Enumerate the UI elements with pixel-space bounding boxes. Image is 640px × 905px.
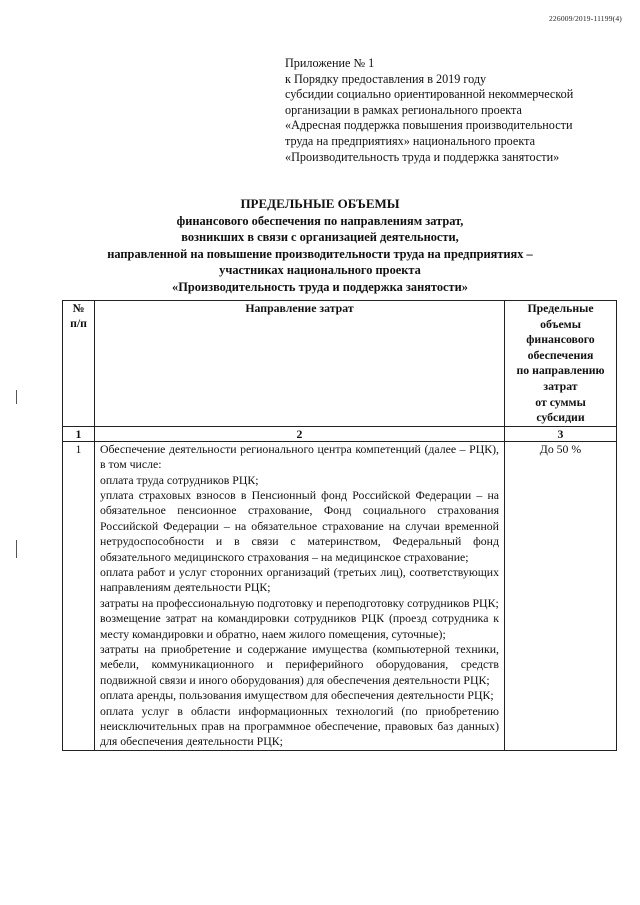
appendix-line: к Порядку предоставления в 2019 году bbox=[285, 71, 487, 86]
appendix-line: труда на предприятиях» национального проекта bbox=[285, 133, 535, 148]
direction-item: оплата аренды, пользования имуществом для обеспечения деятельности РЦК; bbox=[100, 688, 494, 703]
direction-item: затраты на приобретение и содержание имущества (компьютерной техники, мебели, коммуникационного и периферийного оборудования, средств подвижной связи и иного оборудования) для обеспечения деятельности РЦК; bbox=[100, 642, 499, 687]
header-limit-line: от суммы bbox=[535, 394, 586, 409]
index-cell: 1 bbox=[63, 426, 95, 441]
appendix-block bbox=[285, 56, 605, 165]
row-limit: До 50 % bbox=[505, 441, 617, 750]
title-line: финансового обеспечения по направлениям затрат, bbox=[176, 213, 464, 228]
scan-margin-mark bbox=[16, 390, 17, 404]
header-limit bbox=[505, 301, 617, 427]
title-main: ПРЕДЕЛЬНЫЕ ОБЪЕМЫ bbox=[240, 196, 400, 211]
direction-item: возмещение затрат на командировки сотрудников РЦК (проезд сотрудника к месту командировки и обратно, наем жилого помещения, суточные); bbox=[100, 611, 499, 641]
header-limit-line: финансового bbox=[526, 332, 595, 347]
row-direction bbox=[95, 441, 505, 750]
index-cell: 3 bbox=[505, 426, 617, 441]
appendix-line: «Адресная поддержка повышения производительности bbox=[285, 118, 573, 133]
header-direction: Направление затрат bbox=[95, 301, 505, 427]
header-limit-line: затрат bbox=[543, 378, 578, 393]
direction-item: Обеспечение деятельности регионального центра компетенций (далее – РЦК), в том числе: bbox=[100, 441, 499, 472]
document-id: 226009/2019-11199(4) bbox=[548, 14, 622, 23]
appendix-line: «Производительность труда и поддержка занятости» bbox=[285, 149, 560, 164]
title-line: возникших в связи с организацией деятельности, bbox=[181, 230, 459, 244]
header-limit-line: объемы bbox=[540, 316, 581, 331]
limits-table bbox=[62, 300, 617, 751]
appendix-line: субсидии социально ориентированной некоммерческой bbox=[285, 87, 574, 102]
table-index-row bbox=[63, 426, 617, 441]
row-number: 1 bbox=[63, 441, 95, 750]
title-line: участниках национального проекта bbox=[219, 263, 421, 277]
header-limit-line: субсидии bbox=[536, 410, 585, 425]
direction-item: оплата работ и услуг сторонних организаций (третьих лиц), соответствующих направлениям деятельности РЦК; bbox=[100, 565, 499, 595]
direction-item: уплата страховых взносов в Пенсионный фонд Российской Федерации – на обязательное пенсионное страхование, Фонд социального страхования Российской Федерации – на обязательное страхование на случаи временной нетрудоспособности и в связи с материнством, Федеральный фонд обязательного медицинского страхования – на медицинское страхование; bbox=[100, 487, 499, 564]
table-row bbox=[63, 441, 617, 750]
document-title bbox=[60, 196, 580, 295]
index-cell: 2 bbox=[95, 426, 505, 441]
table-header-row bbox=[63, 301, 617, 427]
header-limit-line: по направлению bbox=[516, 363, 605, 378]
appendix-line: Приложение № 1 bbox=[285, 56, 375, 70]
scan-margin-mark bbox=[16, 540, 17, 558]
header-number-line2: п/п bbox=[70, 316, 87, 330]
appendix-line: организации в рамках регионального проекта bbox=[285, 102, 522, 117]
title-line: «Производительность труда и поддержка занятости» bbox=[172, 279, 468, 294]
header-limit-line: Предельные bbox=[527, 301, 594, 315]
title-line: направленной на повышение производительности труда на предприятиях – bbox=[107, 246, 533, 261]
direction-item: оплата услуг в области информационных технологий (по приобретению неисключительных прав на программное обеспечение, правовых баз данных) для обеспечения деятельности РЦК; bbox=[100, 703, 499, 749]
header-number-line1: № bbox=[72, 301, 85, 315]
header-limit-line: обеспечения bbox=[527, 347, 594, 362]
header-number bbox=[63, 301, 95, 427]
direction-item: затраты на профессиональную подготовку и переподготовку сотрудников РЦК; bbox=[100, 595, 499, 610]
direction-item: оплата труда сотрудников РЦК; bbox=[100, 472, 259, 487]
